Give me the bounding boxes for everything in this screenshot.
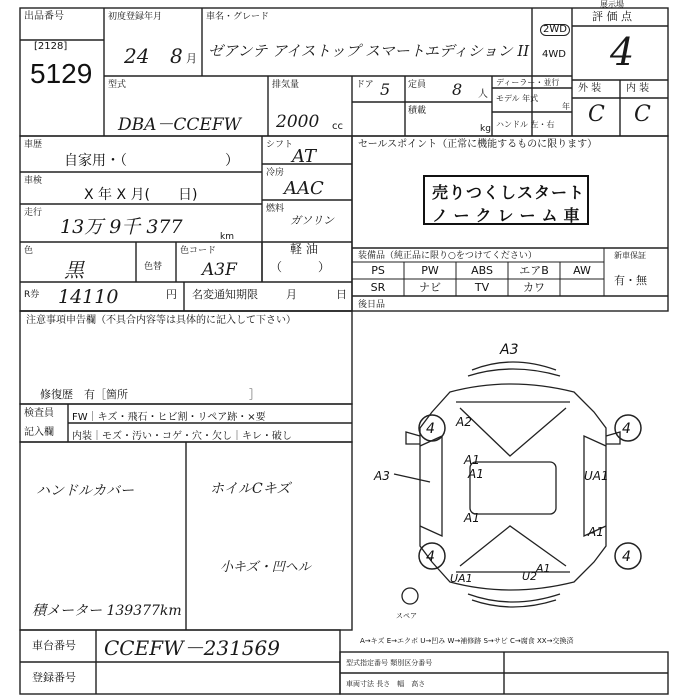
name-grade-value: ゼアンテ アイストップ スマートエディション II [208,42,530,60]
damage-mark: U2 [522,570,538,583]
color-change-label: 色替 [144,262,163,272]
damage-mark: A1 [468,467,484,481]
sales-box-line1: 売りつくしスタート [432,183,586,202]
tire-mark: 4 [426,549,435,565]
tire-mark: 4 [622,421,631,437]
fuel-label: 燃料 [266,204,285,214]
inspector-row-2: 内装｜モズ・汚い・コゲ・穴・欠し｜キレ・破し [72,431,292,442]
inspector-row-1: FW｜キズ・飛石・ヒビ割・リペア跡・×要 [72,412,266,423]
top-right-fragment: 展示場 [600,0,624,9]
recycle-unit: 円 [166,288,177,301]
shift-value: AT [292,146,317,167]
ac-value: AAC [284,178,324,199]
mileage-value: 13万 9千 377 [60,216,183,238]
history-label: 車歴 [24,140,43,150]
mileage-label: 走行 [24,208,43,218]
lot-label: 出品番号 [24,11,64,22]
first-reg-label: 初度登録年月 [108,12,163,22]
equip-row1-cell: PS [371,264,385,277]
supplement-label: 後日品 [358,300,386,310]
capacity-label: 定員 [408,80,427,90]
equip-label: 装備品（純正品に限り○をつけてください） [358,251,537,261]
model-value: DBA－CCEFW [118,115,242,135]
car-body-outline [420,384,606,590]
handwritten-note-4: 積メーター 139377km [32,603,182,619]
front-mark: A3 [500,342,519,358]
warranty-value: 有・無 [614,274,647,287]
damage-mark: UA1 [450,572,473,585]
score-value: 4 [610,30,635,74]
recycle-label: R券 [24,290,40,300]
interior-value: C [634,102,651,127]
name-grade-label: 車名・グレード [206,12,270,22]
handwritten-note-3: 小キズ・凹ヘル [220,560,311,575]
capacity-value: 8 [452,80,463,99]
tire-mark: 4 [622,549,631,565]
model-label: 型式 [108,80,127,90]
lot-number: 5129 [30,58,93,89]
diagram-legend: A→キズ E→エクボ U→凹み W→補修跡 S→サビ C→腐食 XX→交換済 [360,637,574,645]
color-code-label: 色コード [180,246,217,256]
plate-label: 登録番号 [32,671,76,684]
displacement-label: 排気量 [272,80,300,90]
first-reg-year: 24 [124,44,150,68]
spare-label: スペア [396,612,417,620]
equip-row1-cell: PW [421,264,439,277]
damage-mark: A1 [464,511,480,525]
handwritten-note-2: ホイルCキズ [210,481,291,497]
sales-box-line2: ノークレーム車 [432,206,586,225]
inspector-label-2: 記入欄 [24,427,54,438]
equip-row1-cell: AW [573,264,591,277]
load-unit: kg [480,124,491,134]
shift-label: シフト [266,140,294,150]
model-year-label: モデル 年式 [496,94,539,103]
car-damage-diagram [360,336,668,626]
equip-row2-cell: カワ [523,281,545,294]
equip-row1-cell: エアB [519,264,549,277]
inspection-label: 車検 [24,176,43,186]
fuel-paren: （ ） [270,260,331,274]
equip-row1-cell: ABS [471,264,493,277]
chassis-value: CCEFW－231569 [104,636,280,660]
footer-small-1: 型式指定番号 類別区分番号 [346,659,433,667]
dealer-label: ディーラー・並行 [496,78,560,87]
handle-label: ハンドル 左・右 [496,120,555,129]
name-change-label: 名変通知期限 [192,288,258,301]
tire-mark: 4 [426,421,435,437]
damage-mark: UA1 [584,469,609,483]
equip-row2-cell: TV [474,281,490,294]
equip-row2-cell: ナビ [419,281,441,294]
fuel-value: ガソリン [290,214,334,227]
capacity-unit: 人 [478,89,488,100]
handwritten-note-1: ハンドルカバー [36,483,134,499]
damage-mark: A1 [588,525,604,539]
equip-row2-cell: SR [370,281,386,294]
first-reg-month: 8 [170,44,183,68]
chassis-label: 車台番号 [32,639,76,652]
inspection-value: X 年 X 月( 日) [84,187,198,203]
recycle-value: 14110 [58,286,119,308]
day-label: 日 [336,288,347,301]
month-unit: 月 [186,52,197,65]
damage-mark: A2 [456,415,472,429]
footer-small-2: 車両寸法 長さ 幅 高さ [346,680,426,688]
exterior-value: C [588,102,605,127]
exterior-label: 外 装 [578,83,602,94]
damage-mark: A1 [464,453,480,467]
color-label: 色 [24,246,34,256]
score-label: 評 価 点 [592,10,632,23]
doors-label: ドア [356,80,374,90]
history-value: 自家用・（ ） [64,153,239,169]
color-value: 黒 [64,258,84,282]
mileage-unit: km [220,232,234,242]
repair-label: 修復歴 有［箇所 ］ [40,388,260,401]
displacement-unit: cc [332,121,343,132]
color-code-value: A3F [202,260,237,280]
drive-4wd: 4WD [542,49,566,60]
new-car-warranty-label: 新車保証 [614,251,646,260]
lot-sub: [2128] [34,41,68,52]
displacement-value: 2000 [276,112,320,132]
sales-label: セールスポイント（正常に機能するものに限ります） [358,139,598,150]
interior-label: 内 装 [626,83,650,94]
inspector-label-1: 検査員 [24,408,54,419]
fuel-alt: 軽 油 [290,242,318,256]
drive-2wd: 2WD [540,24,570,36]
damage-mark: A3 [374,469,390,483]
doors-value: 5 [380,80,391,99]
damage-mark: A1 [536,562,551,575]
load-label: 積載 [408,106,427,116]
ac-label: 冷房 [266,168,285,178]
year-unit: 年 [562,102,570,111]
notes-label: 注意事項申告欄（不具合内容等は具体的に記入して下さい） [26,315,296,326]
month-label: 月 [286,288,297,301]
